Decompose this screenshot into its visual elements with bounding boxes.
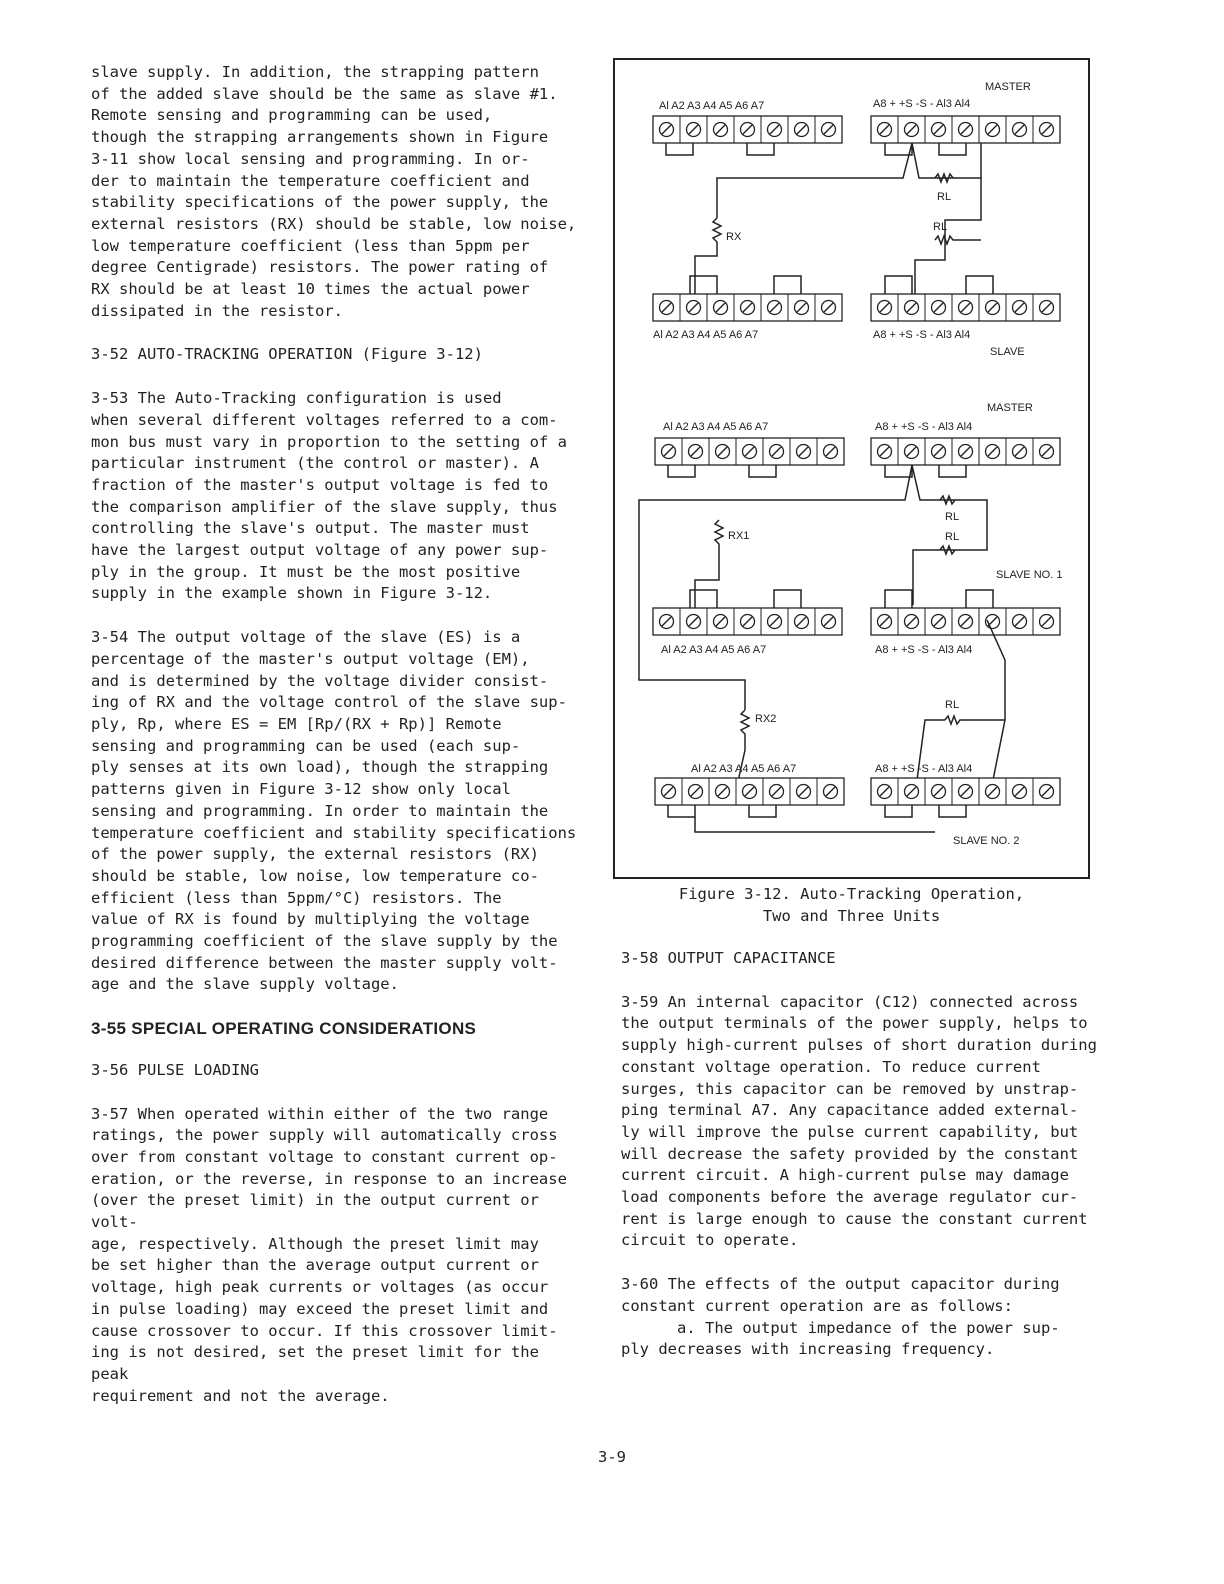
- wire: [695, 817, 935, 832]
- resistor-rx1: [695, 520, 723, 608]
- caption-line-1: Figure 3-12. Auto-Tracking Operation,: [678, 885, 1025, 903]
- terminal-block-slave-a1-a7: [653, 294, 842, 321]
- terminal-block-master-a8-a14: [871, 116, 1060, 143]
- paragraph-3-57: 3-57 When operated within either of the two range ratings, the power supply will automatically cross over from constant voltage to constant current op- eration, or the reverse, in response to an increase (over the preset limit) in the output current or volt- age, respectively. Although the preset limit may be set higher than the average output current or voltage, high peak currents or voltages (as occur in pulse loading) may exceed the preset limit and cause crossover to occur. If this crossover limit- ing is not desired, set the preset limit for the peak requirement and not the average.: [91, 1104, 567, 1405]
- terminal-labels-slave2-right: A8 + +S -S - Al3 Al4: [875, 763, 973, 775]
- strap-wire: [885, 465, 966, 477]
- strap-wire: [885, 143, 966, 155]
- paragraph-3-59: 3-59 An internal capacitor (C12) connected across the output terminals of the power supply, helps to supply high-current pulses of short duration during constant voltage operation. To reduce current surges, this capacitor can be removed by unstrap- ping terminal A7. Any capacitance added external- ly will improve the pulse current capability, but will decrease the safety provided by the constant current circuit. A high-current pulse may damage load components before the average regulator cur- rent is large enough to cause the constant current circuit to operate.: [621, 992, 1097, 1250]
- figure-caption: [613, 884, 1090, 927]
- strap-wire: [668, 805, 776, 817]
- strap-wire: [885, 590, 993, 608]
- strap-wire: [666, 143, 803, 155]
- paragraph-3-54: 3-54 The output voltage of the slave (ES) is a percentage of the master's output voltage (EM), and is determined by the voltage divider consist- ing of RX and the voltage control of the slave sup- ply, Rp, where ES = EM [Rp/(RX + Rp)] Remote sensing and programming can be used (each sup- ply senses at its own load), though the strapping patterns given in Figure 3-12 show only local sensing and programming. In order to maintain the temperature coefficient and stability specifications of the power supply, the external resistors (RX) should be stable, low noise, low temperature co- efficient (less than 5ppm/°C) resistors. The value of RX is found by multiplying the voltage programming coefficient of the slave supply by the desired difference between the master supply volt- age and the slave supply voltage.: [91, 628, 577, 994]
- terminal-labels-master-right-bottom: A8 + +S -S - Al3 Al4: [875, 421, 973, 433]
- paragraph-3-60: 3-60 The effects of the output capacitor during constant current operation are as follows:: [621, 1275, 1060, 1315]
- heading-3-58: 3-58 OUTPUT CAPACITANCE: [621, 949, 836, 967]
- paragraph-intro: slave supply. In addition, the strapping pattern of the added slave should be the same as slave #1. Remote sensing and programming can be used, though the strapping arrangements shown in Figure 3-11 show local sensing and programming. In or- der to maintain the temperature coefficient and stability specifications of the power supply, the external resistors (RX) should be stable, low noise, low temperature coefficient (less than 5ppm per degree Centigrade) resistors. The power rating of RX should be at least 10 times the actual power dissipated in the resistor.: [91, 63, 577, 320]
- left-column: [91, 62, 581, 1429]
- page-number: 3-9: [598, 1448, 626, 1466]
- master-label-top: MASTER: [985, 81, 1031, 93]
- right-column: [621, 948, 1111, 1383]
- strap-wire: [885, 276, 993, 294]
- strap-wire: [668, 465, 776, 477]
- strap-wire: [690, 276, 801, 294]
- terminal-labels-slave1-left: Al A2 A3 A4 A5 A6 A7: [661, 644, 767, 656]
- rl-label: RL: [945, 511, 960, 523]
- terminal-labels-slave-left: Al A2 A3 A4 A5 A6 A7: [653, 329, 759, 341]
- master-label-bottom: MASTER: [987, 402, 1033, 414]
- wire: [639, 465, 912, 710]
- strap-wire: [885, 805, 966, 817]
- terminal-labels-slave2-left: Al A2 A3 A4 A5 A6 A7: [691, 763, 797, 775]
- terminal-labels-master-right-top: A8 + +S -S - Al3 Al4: [873, 98, 971, 110]
- paragraph-3-60a: a. The output impedance of the power sup- ply decreases with increasing frequency.: [621, 1318, 1060, 1359]
- heading-3-56: 3-56 PULSE LOADING: [91, 1060, 259, 1079]
- terminal-block-slave2-a1-a7: [655, 778, 844, 805]
- terminal-block-slave-a8-a14: [871, 294, 1060, 321]
- rx2-label: RX2: [755, 713, 777, 725]
- terminal-block-master-a1-a7: [653, 116, 842, 143]
- terminal-block-slave1-a1-a7: [653, 608, 842, 635]
- terminal-block-master2-a1-a7: [655, 438, 844, 465]
- terminal-labels-master-left-top: Al A2 A3 A4 A5 A6 A7: [659, 100, 765, 112]
- slave-no-2-label: SLAVE NO. 2: [953, 835, 1020, 847]
- section-title-3-55: 3-55 SPECIAL OPERATING CONSIDERATIONS: [91, 1019, 477, 1039]
- terminal-labels-master-left-bottom: Al A2 A3 A4 A5 A6 A7: [663, 421, 769, 433]
- terminal-labels-slave1-right: A8 + +S -S - Al3 Al4: [875, 644, 973, 656]
- paragraph-3-53: 3-53 The Auto-Tracking configuration is used when several different voltages referred to a com- mon bus must vary in proportion to the setting of a particular instrument (the control or master). A fraction of the master's output voltage is fed to the comparison amplifier of the slave supply, thus controlling the slave's output. The master must have the largest output voltage of any power sup- ply in the group. It must be the most positive supply in the example shown in Figure 3-12.: [91, 389, 567, 603]
- terminal-labels-slave-right: A8 + +S -S - Al3 Al4: [873, 329, 971, 341]
- terminal-block-master2-a8-a14: [871, 438, 1060, 465]
- caption-line-2: Two and Three Units: [762, 906, 941, 925]
- slave-no-1-label: SLAVE NO. 1: [996, 569, 1063, 581]
- rx-label: RX: [726, 231, 742, 243]
- rl-label: RL: [945, 699, 960, 711]
- resistor-rl: [945, 716, 1005, 724]
- figure-3-12-diagram: [613, 58, 1090, 879]
- heading-3-52: 3-52 AUTO-TRACKING OPERATION (Figure 3-12): [91, 345, 483, 364]
- rl-label: RL: [945, 531, 960, 543]
- terminal-block-slave2-a8-a14: [871, 778, 1060, 805]
- rx1-label: RX1: [728, 530, 750, 542]
- strap-wire: [690, 590, 801, 608]
- rl-label: RL: [937, 191, 952, 203]
- rl-label: RL: [933, 221, 948, 233]
- wiring-diagram: [615, 60, 1092, 881]
- resistor-rl: [935, 236, 981, 244]
- terminal-block-slave1-a8-a14: [871, 608, 1060, 635]
- slave-label: SLAVE: [990, 346, 1025, 358]
